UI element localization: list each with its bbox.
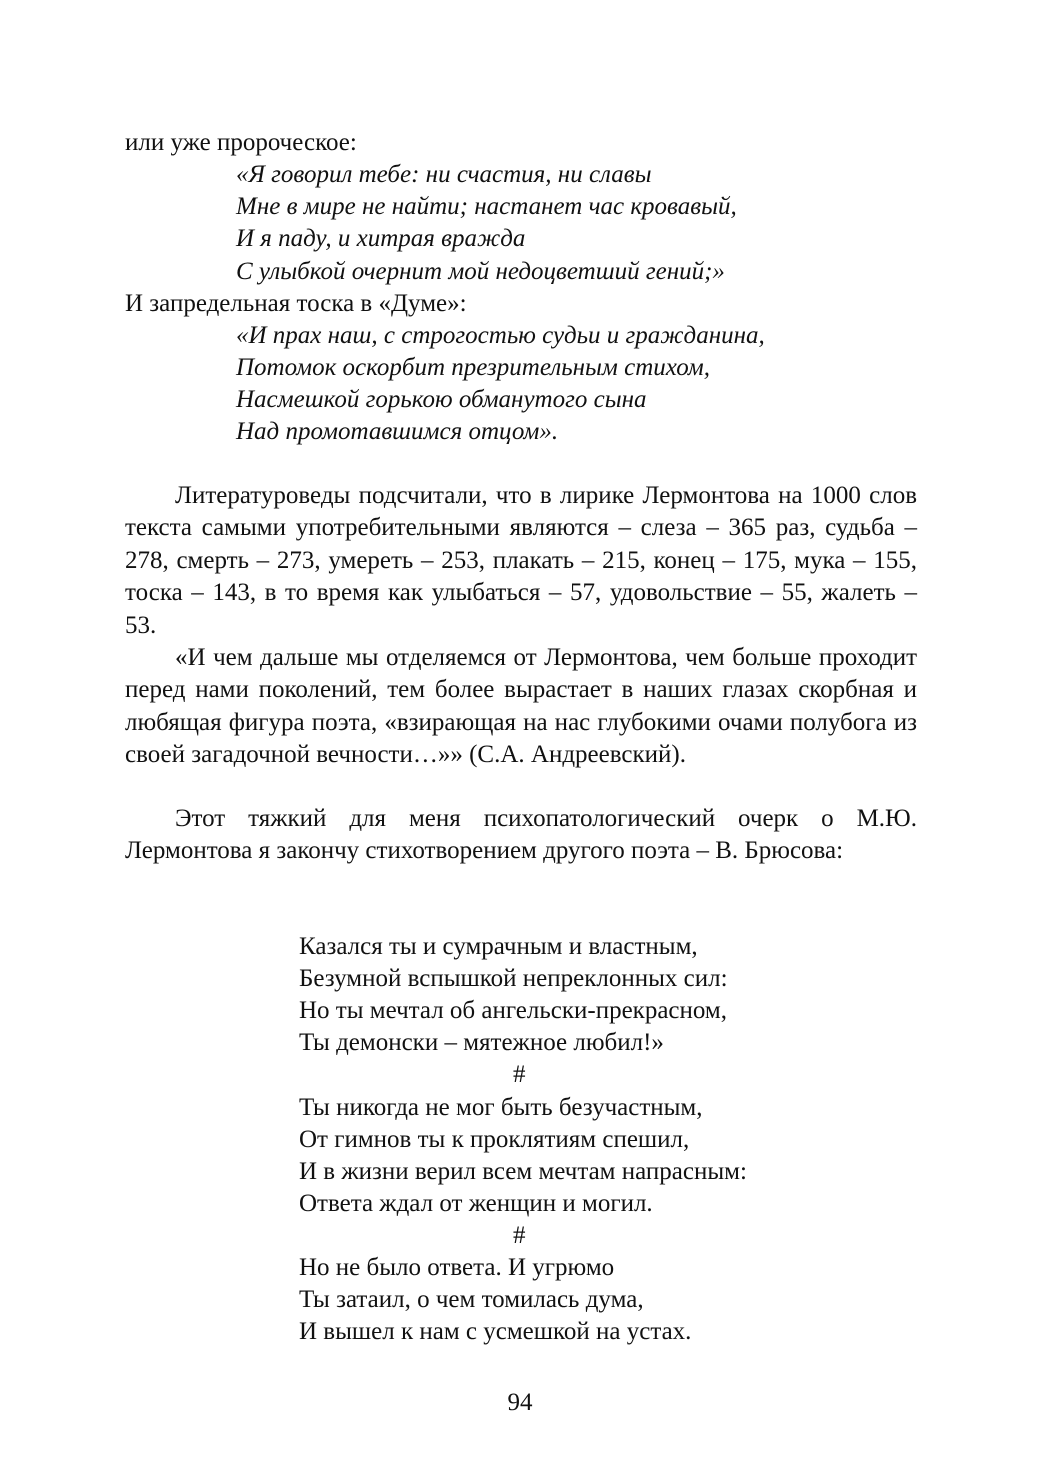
poem-line: Но не было ответа. И угрюмо: [299, 1254, 615, 1281]
poem-line: И вышел к нам с усмешкой на устах.: [299, 1318, 692, 1345]
poem-line: Ты демонски – мятежное любил!»: [299, 1029, 664, 1056]
stanza-separator: #: [513, 1061, 526, 1088]
paragraph-andreevsky-quote: «И чем дальше мы отделяемся от Лермонтова, чем больше проходит перед нами поколений, тем более вырастает в наших глазах скорбная и любящая фигура поэта, «взирающая на нас глубокими очами полубога из своей загадочной вечности…»» (С.А. Андреевский).: [125, 644, 917, 769]
poem-line: От гимнов ты к проклятиям спешил,: [299, 1126, 690, 1153]
intro-line: или уже пророческое:: [125, 129, 357, 156]
stanza-separator: #: [513, 1222, 526, 1249]
poem-line: Безумной вспышкой непреклонных сил:: [299, 965, 728, 992]
quote-line: Над промотавшимся отцом».: [236, 418, 559, 445]
poem-line: И в жизни верил всем мечтам напрасным:: [299, 1158, 747, 1185]
poem-line: Ты никогда не мог быть безучастным,: [299, 1094, 703, 1121]
poem-line: Казался ты и сумрачным и властным,: [299, 933, 698, 960]
paragraph-word-statistics: Литературоведы подсчитали, что в лирике Лермонтова на 1000 слов текста самыми употребительными являются – слеза – 365 раз, судьба – 278, смерть – 273, умереть – 253, плакать – 215, конец – 175, мука – 155, тоска – 143, в то время как улыбаться – 57, удовольствие – 55, жалеть – 53.: [125, 482, 917, 639]
quote-line: Насмешкой горькою обманутого сына: [236, 386, 647, 413]
poem-line: Но ты мечтал об ангельски-прекрасном,: [299, 997, 727, 1024]
paragraph-bryusov-intro: Этот тяжкий для меня психопатологический очерк о М.Ю. Лермонтова я закончу стихотворением другого поэта – В. Брюсова:: [125, 805, 917, 865]
quote-line: Потомок оскорбит презрительным стихом,: [236, 354, 711, 381]
intro-line: И запредельная тоска в «Думе»:: [125, 290, 467, 317]
quote-line: «И прах наш, с строгостью судьи и гражданина,: [236, 322, 765, 349]
quote-line: И я паду, и хитрая вражда: [236, 225, 526, 252]
quote-line: «Я говорил тебе: ни счастия, ни славы: [236, 161, 652, 188]
page-number: 94: [507, 1389, 533, 1416]
quote-line: С улыбкой очернит мой недоцветший гений;»: [236, 258, 725, 285]
poem-line: Ты затаил, о чем томилась дума,: [299, 1286, 644, 1313]
quote-line: Мне в мире не найти; настанет час кровавый,: [236, 193, 737, 220]
poem-line: Ответа ждал от женщин и могил.: [299, 1190, 653, 1217]
